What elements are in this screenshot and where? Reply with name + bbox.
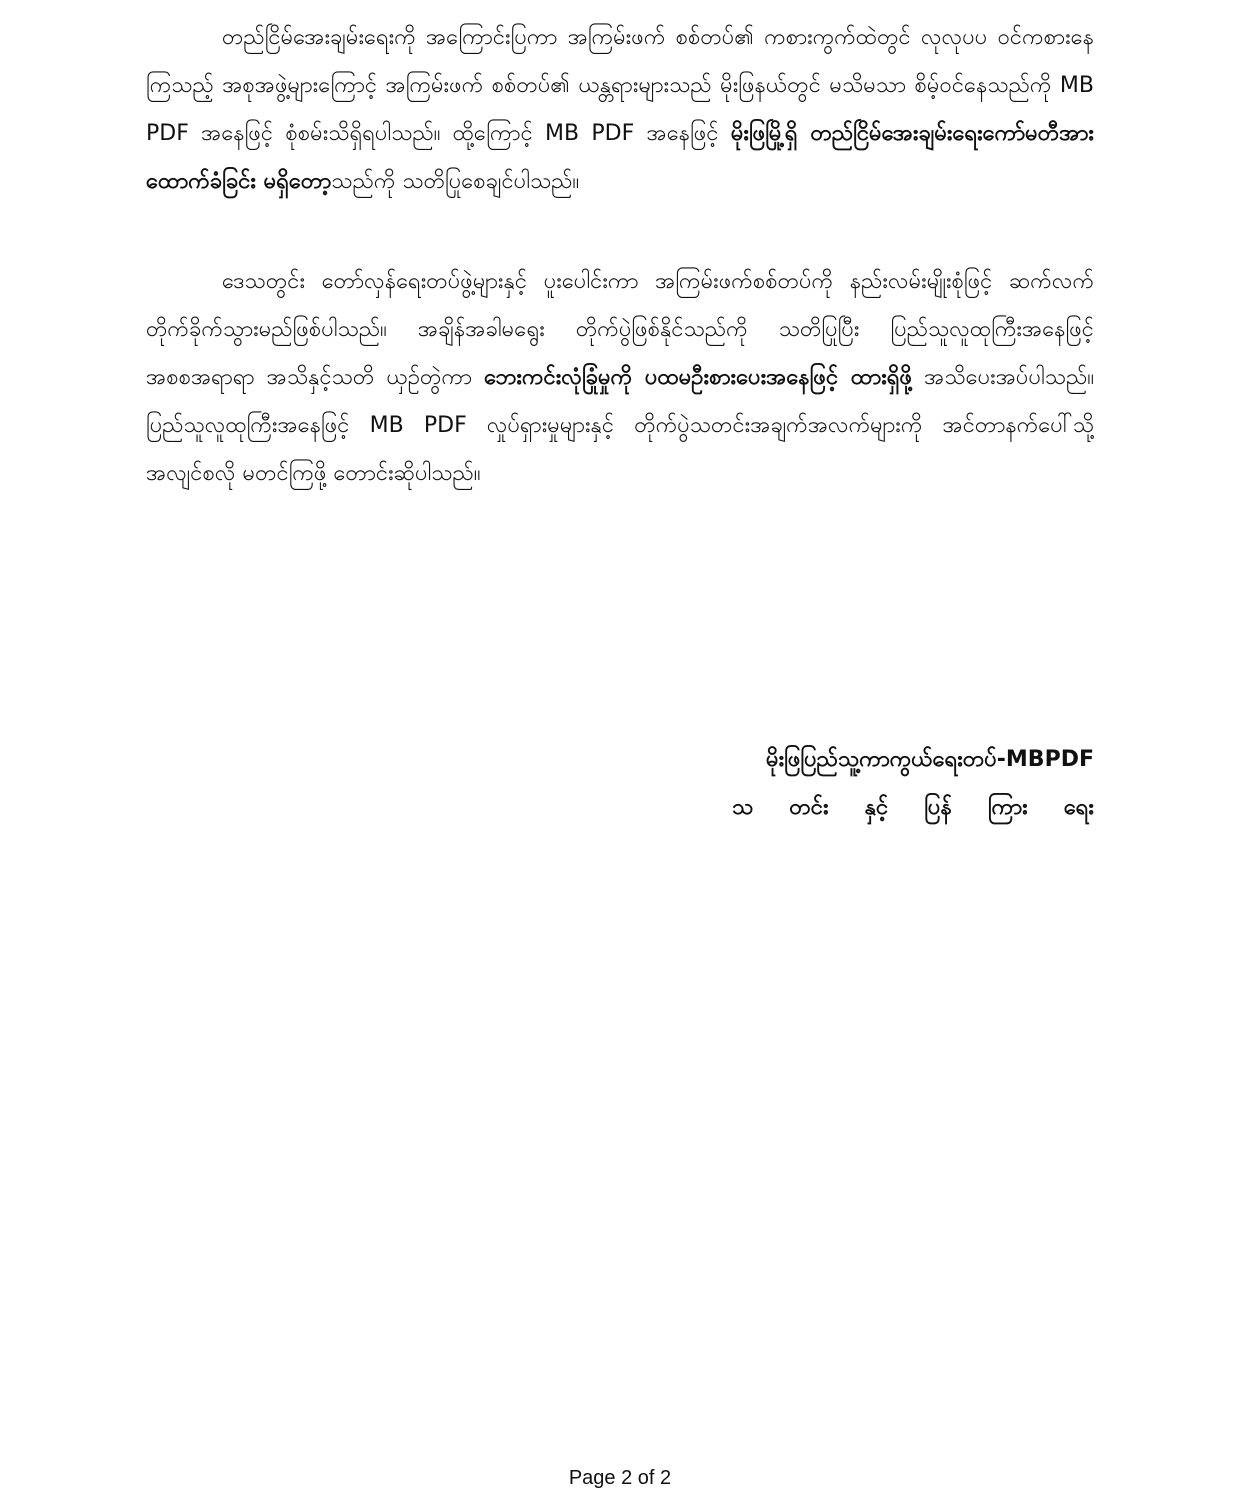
paragraph-2 xyxy=(146,258,1094,498)
paragraph-2-bold-text: ဘေးကင်းလုံခြုံမှုကို ပထမဦးစားပေးအနေဖြင့် ထားရှိဖို့ xyxy=(484,365,913,390)
paragraph-2-tail-text: အသိပေးအပ်ပါသည်။ ပြည်သူလူထုကြီးအနေဖြင့် MB PDF လှုပ်ရှားမှုများနှင့် တိုက်ပွဲသတင်းအချက်အလက်များကို အင်တာနက်ပေါ်သို့ အလျင်စလို မတင်ကြဖို့ တောင်းဆိုပါသည်။ xyxy=(146,365,1095,486)
document-body xyxy=(146,14,1094,498)
signature-department-word: နှင့် xyxy=(864,795,889,820)
paragraph-1-tail-text: သည်ကို သတိပြုစေချင်ပါသည်။ xyxy=(331,169,580,194)
signature-department-word: ရေး xyxy=(1063,795,1094,820)
signature-block xyxy=(654,736,1094,832)
paragraph-1-text: တည်ငြိမ်အေးချမ်းရေးကို အကြောင်းပြကာ အကြမ်းဖက် စစ်တပ်၏ ကစားကွက်ထဲတွင် လုလုပပ ဝင်ကစားနေကြသည့် အစုအဖွဲ့များကြောင့် အကြမ်းဖက် စစ်တပ်၏ ယန္တရားများသည် မိုးဖြနယ်တွင် မသိမသာ စိမ့်ဝင်နေသည်ကို MB PDF အနေဖြင့် စုံစမ်းသိရှိရပါသည်။ ထို့ကြောင့် MB PDF အနေဖြင့် xyxy=(146,25,1094,146)
signature-organization: မိုးဖြပြည်သူ့ကာကွယ်ရေးတပ်-MBPDF xyxy=(766,747,1094,772)
signature-department xyxy=(732,784,1094,832)
page-number-footer: Page 2 of 2 xyxy=(568,1467,672,1489)
paragraph-2-text: ဒေသတွင်း တော်လှန်ရေးတပ်ဖွဲ့များနှင့် ပူးပေါင်းကာ အကြမ်းဖက်စစ်တပ်ကို နည်းလမ်းမျိုးစုံဖြင့် ဆက်လက်တိုက်ခိုက်သွားမည်ဖြစ်ပါသည်။ အချိန်အခါမရွေး တိုက်ပွဲဖြစ်နိုင်သည်ကို သတိပြုပြီး ပြည်သူလူထုကြီးအနေဖြင့် အစစအရာရာ အသိနှင့်သတိ ယှဉ်တွဲကာ xyxy=(146,269,1094,390)
paragraph-1 xyxy=(146,14,1094,206)
signature-department-word: ပြန် xyxy=(924,795,952,820)
signature-department-word: တင်း xyxy=(789,795,829,820)
signature-department-word: သ xyxy=(732,795,754,820)
paragraph-1-bold-text: မိုးဖြမြို့ရှိ တည်ငြိမ်အေးချမ်းရေးကော်မတီအား ထောက်ခံခြင်း မရှိတော့ xyxy=(146,121,1094,194)
signature-department-word: ကြား xyxy=(987,795,1028,820)
